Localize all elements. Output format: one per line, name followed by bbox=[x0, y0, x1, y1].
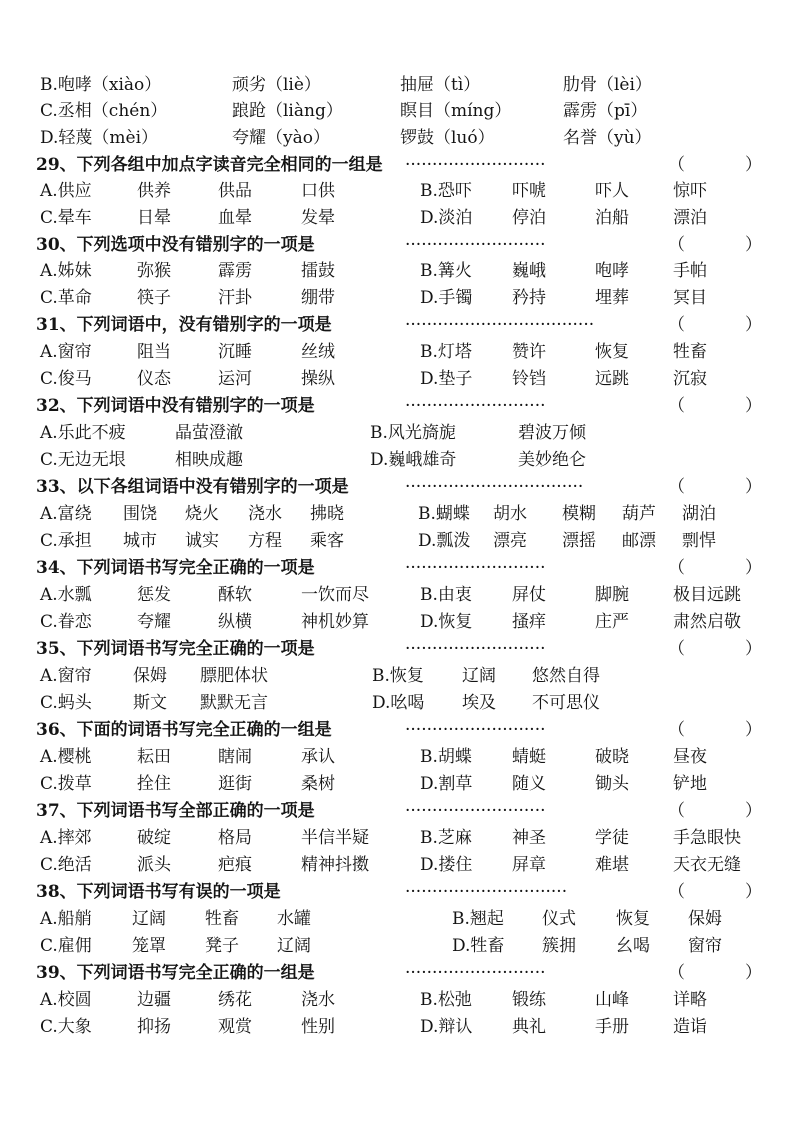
option-term: 围饶 bbox=[123, 504, 157, 524]
option-term: 逛街 bbox=[218, 774, 252, 794]
leader-dots: ·························· bbox=[405, 639, 546, 659]
option-term: 霹雳（pī） bbox=[563, 101, 648, 121]
option-term: C.蚂头 bbox=[40, 693, 92, 713]
row-38-ab bbox=[0, 906, 800, 933]
option-term: 名誉（yù） bbox=[563, 128, 652, 148]
option-term: B.灯塔 bbox=[420, 342, 472, 362]
row-29-ab bbox=[0, 178, 800, 205]
option-term: 邮漂 bbox=[622, 531, 656, 551]
option-term: 酥软 bbox=[218, 585, 252, 605]
option-term: 极目远跳 bbox=[673, 585, 741, 605]
option-term: 绷带 bbox=[301, 288, 335, 308]
option-term: B.由衷 bbox=[420, 585, 472, 605]
option-term: 随义 bbox=[512, 774, 546, 794]
option-term: 抑扬 bbox=[137, 1017, 171, 1037]
option-term: C.大象 bbox=[40, 1017, 92, 1037]
option-term: 沉睡 bbox=[218, 342, 252, 362]
option-term: C.绝活 bbox=[40, 855, 92, 875]
option-term: 抽屉（tì） bbox=[400, 75, 481, 95]
option-term: 屏章 bbox=[512, 855, 546, 875]
option-term: 吓人 bbox=[595, 181, 629, 201]
option-term: 保姆 bbox=[133, 666, 167, 686]
option-term: B.恐吓 bbox=[420, 181, 472, 201]
answer-paren-close: ） bbox=[745, 639, 762, 659]
answer-paren-close: ） bbox=[745, 315, 762, 335]
row-34-cd bbox=[0, 609, 800, 636]
option-term: 漂亮 bbox=[493, 531, 527, 551]
option-term: B.胡蝶 bbox=[420, 747, 472, 767]
answer-paren-close: ） bbox=[745, 477, 762, 497]
option-term: 发晕 bbox=[301, 208, 335, 228]
option-term: 详略 bbox=[673, 990, 707, 1010]
option-term: 惩发 bbox=[137, 585, 171, 605]
option-term: 埃及 bbox=[462, 693, 496, 713]
option-term: B.篝火 bbox=[420, 261, 472, 281]
option-term: D.割草 bbox=[420, 774, 473, 794]
answer-paren-close: ） bbox=[745, 396, 762, 416]
option-term: 筷子 bbox=[137, 288, 171, 308]
option-term: A.水瓢 bbox=[40, 585, 92, 605]
option-term: 赞许 bbox=[512, 342, 546, 362]
row-28-c bbox=[0, 98, 800, 125]
option-term: 拂晓 bbox=[310, 504, 344, 524]
option-term: A.乐此不疲 bbox=[40, 423, 126, 443]
question-34 bbox=[0, 555, 800, 582]
option-term: 拴住 bbox=[137, 774, 171, 794]
option-term: 窗帘 bbox=[688, 936, 722, 956]
option-term: 仪式 bbox=[542, 909, 576, 929]
question-39 bbox=[0, 960, 800, 987]
answer-paren-close: ） bbox=[745, 882, 762, 902]
answer-paren-close: ） bbox=[745, 235, 762, 255]
question-29 bbox=[0, 152, 800, 179]
option-term: 夸耀（yào） bbox=[232, 128, 330, 148]
question-text: 39、下列词语书写完全正确的一组是 bbox=[36, 963, 315, 983]
option-term: 辽阔 bbox=[132, 909, 166, 929]
option-term: 膘肥体状 bbox=[200, 666, 268, 686]
question-31 bbox=[0, 312, 800, 339]
option-term: A.姊妹 bbox=[40, 261, 92, 281]
option-term: B.翘起 bbox=[452, 909, 504, 929]
option-term: A.船艄 bbox=[40, 909, 92, 929]
option-term: 斯文 bbox=[133, 693, 167, 713]
option-term: 漂泊 bbox=[673, 208, 707, 228]
option-term: 桑树 bbox=[301, 774, 335, 794]
leader-dots: ·························· bbox=[405, 963, 546, 983]
option-term: 手册 bbox=[595, 1017, 629, 1037]
option-term: 操纵 bbox=[301, 369, 335, 389]
leader-dots: ······························ bbox=[405, 882, 568, 902]
row-31-cd bbox=[0, 366, 800, 393]
question-32 bbox=[0, 393, 800, 420]
option-term: 肃然启敬 bbox=[673, 612, 741, 632]
option-term: 保姆 bbox=[688, 909, 722, 929]
option-term: 相映成趣 bbox=[175, 450, 243, 470]
option-term: C.雇佣 bbox=[40, 936, 92, 956]
row-37-cd bbox=[0, 852, 800, 879]
option-term: 漂摇 bbox=[562, 531, 596, 551]
row-37-ab bbox=[0, 825, 800, 852]
option-term: 瞎闹 bbox=[218, 747, 252, 767]
option-term: 悠然自得 bbox=[532, 666, 600, 686]
option-term: 碧波万倾 bbox=[518, 423, 586, 443]
row-35-cd bbox=[0, 690, 800, 717]
option-term: 承认 bbox=[301, 747, 335, 767]
question-38 bbox=[0, 879, 800, 906]
option-term: 锣鼓（luó） bbox=[400, 128, 495, 148]
option-term: A.窗帘 bbox=[40, 342, 92, 362]
option-term: D.巍峨雄奇 bbox=[370, 450, 457, 470]
option-term: 日晕 bbox=[137, 208, 171, 228]
option-term: B.咆哮（xiào） bbox=[40, 75, 162, 95]
option-term: D.垫子 bbox=[420, 369, 473, 389]
option-term: 手急眼快 bbox=[673, 828, 741, 848]
option-term: 城市 bbox=[123, 531, 157, 551]
answer-paren-open: （ bbox=[668, 801, 685, 821]
option-term: A.富绕 bbox=[40, 504, 92, 524]
leader-dots: ································· bbox=[405, 477, 584, 497]
option-term: 仪态 bbox=[137, 369, 171, 389]
answer-paren-open: （ bbox=[668, 235, 685, 255]
option-term: 夸耀 bbox=[137, 612, 171, 632]
option-term: C.眷恋 bbox=[40, 612, 92, 632]
option-term: D.淡泊 bbox=[420, 208, 473, 228]
row-28-b bbox=[0, 72, 800, 99]
leader-dots: ··································· bbox=[405, 315, 595, 335]
option-term: 恢复 bbox=[616, 909, 650, 929]
option-term: 搔痒 bbox=[512, 612, 546, 632]
option-term: 霹雳 bbox=[218, 261, 252, 281]
option-term: B.蝴蝶 bbox=[418, 504, 470, 524]
row-28-d bbox=[0, 125, 800, 152]
answer-paren-close: ） bbox=[745, 558, 762, 578]
option-term: 汗卦 bbox=[218, 288, 252, 308]
row-30-ab bbox=[0, 258, 800, 285]
option-term: 观赏 bbox=[218, 1017, 252, 1037]
row-31-ab bbox=[0, 339, 800, 366]
option-term: 耘田 bbox=[137, 747, 171, 767]
option-term: 不可思仪 bbox=[532, 693, 600, 713]
option-term: D.手镯 bbox=[420, 288, 473, 308]
question-30 bbox=[0, 232, 800, 259]
option-term: 天衣无缝 bbox=[673, 855, 741, 875]
option-term: 格局 bbox=[218, 828, 252, 848]
option-term: 胡水 bbox=[493, 504, 527, 524]
option-term: 学徒 bbox=[595, 828, 629, 848]
option-term: 半信半疑 bbox=[301, 828, 369, 848]
option-term: 辽阔 bbox=[462, 666, 496, 686]
leader-dots: ·························· bbox=[405, 396, 546, 416]
row-35-ab bbox=[0, 663, 800, 690]
answer-paren-close: ） bbox=[745, 801, 762, 821]
question-35 bbox=[0, 636, 800, 663]
leader-dots: ·························· bbox=[405, 720, 546, 740]
option-term: 美妙绝仑 bbox=[518, 450, 586, 470]
option-term: 疤痕 bbox=[218, 855, 252, 875]
option-term: 神机妙算 bbox=[301, 612, 369, 632]
option-term: 精神抖擞 bbox=[301, 855, 369, 875]
option-term: 远跳 bbox=[595, 369, 629, 389]
answer-paren-close: ） bbox=[745, 720, 762, 740]
option-term: B.松弛 bbox=[420, 990, 472, 1010]
option-term: C.晕车 bbox=[40, 208, 92, 228]
option-term: 铃铛 bbox=[512, 369, 546, 389]
option-term: 笼罩 bbox=[132, 936, 166, 956]
option-term: A.摔郊 bbox=[40, 828, 92, 848]
option-term: 咆哮 bbox=[595, 261, 629, 281]
option-term: 辽阔 bbox=[277, 936, 311, 956]
row-32-cd bbox=[0, 447, 800, 474]
option-term: 幺喝 bbox=[616, 936, 650, 956]
option-term: 蜻蜓 bbox=[512, 747, 546, 767]
row-32-ab bbox=[0, 420, 800, 447]
option-term: 矜持 bbox=[512, 288, 546, 308]
answer-paren-open: （ bbox=[668, 396, 685, 416]
option-term: D.轻蔑（mèi） bbox=[40, 128, 159, 148]
option-term: 诚实 bbox=[185, 531, 219, 551]
option-term: 阻当 bbox=[137, 342, 171, 362]
row-36-ab bbox=[0, 744, 800, 771]
row-33-ab bbox=[0, 501, 800, 528]
option-term: 模糊 bbox=[562, 504, 596, 524]
row-36-cd bbox=[0, 771, 800, 798]
option-term: 边疆 bbox=[137, 990, 171, 1010]
leader-dots: ·························· bbox=[405, 155, 546, 175]
option-term: 葫芦 bbox=[622, 504, 656, 524]
question-text: 37、下列词语书写全部正确的一项是 bbox=[36, 801, 315, 821]
option-term: D.搂住 bbox=[420, 855, 473, 875]
option-term: C.无边无垠 bbox=[40, 450, 126, 470]
answer-paren-close: ） bbox=[745, 963, 762, 983]
row-30-cd bbox=[0, 285, 800, 312]
question-36 bbox=[0, 717, 800, 744]
leader-dots: ·························· bbox=[405, 235, 546, 255]
option-term: 破晓 bbox=[595, 747, 629, 767]
option-term: A.樱桃 bbox=[40, 747, 92, 767]
option-term: 沉寂 bbox=[673, 369, 707, 389]
option-term: 锄头 bbox=[595, 774, 629, 794]
row-39-cd bbox=[0, 1014, 800, 1041]
option-term: A.供应 bbox=[40, 181, 92, 201]
row-29-cd bbox=[0, 205, 800, 232]
question-text: 32、下列词语中没有错别字的一项是 bbox=[36, 396, 315, 416]
option-term: 巍峨 bbox=[512, 261, 546, 281]
answer-paren-open: （ bbox=[668, 315, 685, 335]
option-term: 昼夜 bbox=[673, 747, 707, 767]
answer-paren-open: （ bbox=[668, 558, 685, 578]
option-term: 难堪 bbox=[595, 855, 629, 875]
option-term: 丝绒 bbox=[301, 342, 335, 362]
option-term: 庄严 bbox=[595, 612, 629, 632]
option-term: 供养 bbox=[137, 181, 171, 201]
option-term: 停泊 bbox=[512, 208, 546, 228]
option-term: A.校圆 bbox=[40, 990, 92, 1010]
option-term: 破绽 bbox=[137, 828, 171, 848]
option-term: D.瓢泼 bbox=[418, 531, 471, 551]
option-term: 惊吓 bbox=[673, 181, 707, 201]
answer-paren-open: （ bbox=[668, 720, 685, 740]
option-term: 铲地 bbox=[673, 774, 707, 794]
option-term: 擂鼓 bbox=[301, 261, 335, 281]
question-text: 36、下面的词语书写完全正确的一组是 bbox=[36, 720, 332, 740]
option-term: D.辩认 bbox=[420, 1017, 473, 1037]
option-term: 神圣 bbox=[512, 828, 546, 848]
question-33 bbox=[0, 474, 800, 501]
option-term: 口供 bbox=[301, 181, 335, 201]
option-term: B.恢复 bbox=[372, 666, 424, 686]
option-term: C.拨草 bbox=[40, 774, 92, 794]
option-term: 牲畜 bbox=[205, 909, 239, 929]
option-term: 簇拥 bbox=[542, 936, 576, 956]
option-term: 埋葬 bbox=[595, 288, 629, 308]
row-38-cd bbox=[0, 933, 800, 960]
option-term: 弥猴 bbox=[137, 261, 171, 281]
option-term: A.窗帘 bbox=[40, 666, 92, 686]
option-term: 脚腕 bbox=[595, 585, 629, 605]
option-term: 肋骨（lèi） bbox=[563, 75, 652, 95]
question-text: 35、下列词语书写完全正确的一项是 bbox=[36, 639, 315, 659]
option-term: 浇水 bbox=[301, 990, 335, 1010]
option-term: 默默无言 bbox=[200, 693, 268, 713]
option-term: 典礼 bbox=[512, 1017, 546, 1037]
option-term: 性别 bbox=[301, 1017, 335, 1037]
question-text: 31、下列词语中，没有错别字的一项是 bbox=[36, 315, 332, 335]
option-term: C.承担 bbox=[40, 531, 92, 551]
question-text: 33、以下各组词语中没有错别字的一项是 bbox=[36, 477, 349, 497]
option-term: 山峰 bbox=[595, 990, 629, 1010]
row-33-cd bbox=[0, 528, 800, 555]
option-term: 晶萤澄澈 bbox=[175, 423, 243, 443]
option-term: 供品 bbox=[218, 181, 252, 201]
row-34-ab bbox=[0, 582, 800, 609]
option-term: 恢复 bbox=[595, 342, 629, 362]
option-term: 水罐 bbox=[277, 909, 311, 929]
option-term: D.恢复 bbox=[420, 612, 473, 632]
option-term: B.风光旖旎 bbox=[370, 423, 456, 443]
option-term: 绣花 bbox=[218, 990, 252, 1010]
question-text: 34、下列词语书写完全正确的一项是 bbox=[36, 558, 315, 578]
option-term: 锻练 bbox=[512, 990, 546, 1010]
option-term: 泊船 bbox=[595, 208, 629, 228]
answer-paren-open: （ bbox=[668, 882, 685, 902]
option-term: C.俊马 bbox=[40, 369, 92, 389]
option-term: B.芝麻 bbox=[420, 828, 472, 848]
option-term: 冥目 bbox=[673, 288, 707, 308]
option-term: 运河 bbox=[218, 369, 252, 389]
option-term: 手帕 bbox=[673, 261, 707, 281]
question-text: 30、下列选项中没有错别字的一项是 bbox=[36, 235, 315, 255]
option-term: 顽劣（liè） bbox=[232, 75, 321, 95]
option-term: 造诣 bbox=[673, 1017, 707, 1037]
answer-paren-close: ） bbox=[745, 155, 762, 175]
option-term: 纵横 bbox=[218, 612, 252, 632]
answer-paren-open: （ bbox=[668, 155, 685, 175]
option-term: 屏仗 bbox=[512, 585, 546, 605]
option-term: C.丞相（chén） bbox=[40, 101, 168, 121]
option-term: 烧火 bbox=[185, 504, 219, 524]
option-term: 派头 bbox=[137, 855, 171, 875]
option-term: 血晕 bbox=[218, 208, 252, 228]
question-text: 29、下列各组中加点字读音完全相同的一组是 bbox=[36, 155, 383, 175]
option-term: 吓唬 bbox=[512, 181, 546, 201]
question-text: 38、下列词语书写有误的一项是 bbox=[36, 882, 281, 902]
option-term: 湖泊 bbox=[682, 504, 716, 524]
leader-dots: ·························· bbox=[405, 801, 546, 821]
option-term: 一饮而尽 bbox=[301, 585, 369, 605]
question-37 bbox=[0, 798, 800, 825]
answer-paren-open: （ bbox=[668, 477, 685, 497]
option-term: 瞑目（míng） bbox=[400, 101, 512, 121]
option-term: 剽悍 bbox=[682, 531, 716, 551]
answer-paren-open: （ bbox=[668, 963, 685, 983]
option-term: 浇水 bbox=[248, 504, 282, 524]
option-term: D.牲畜 bbox=[452, 936, 505, 956]
answer-paren-open: （ bbox=[668, 639, 685, 659]
leader-dots: ·························· bbox=[405, 558, 546, 578]
option-term: 凳子 bbox=[205, 936, 239, 956]
option-term: 牲畜 bbox=[673, 342, 707, 362]
option-term: 方程 bbox=[248, 531, 282, 551]
row-39-ab bbox=[0, 987, 800, 1014]
option-term: 踉跄（liàng） bbox=[232, 101, 343, 121]
option-term: C.革命 bbox=[40, 288, 92, 308]
option-term: 乘客 bbox=[310, 531, 344, 551]
option-term: D.吆喝 bbox=[372, 693, 425, 713]
